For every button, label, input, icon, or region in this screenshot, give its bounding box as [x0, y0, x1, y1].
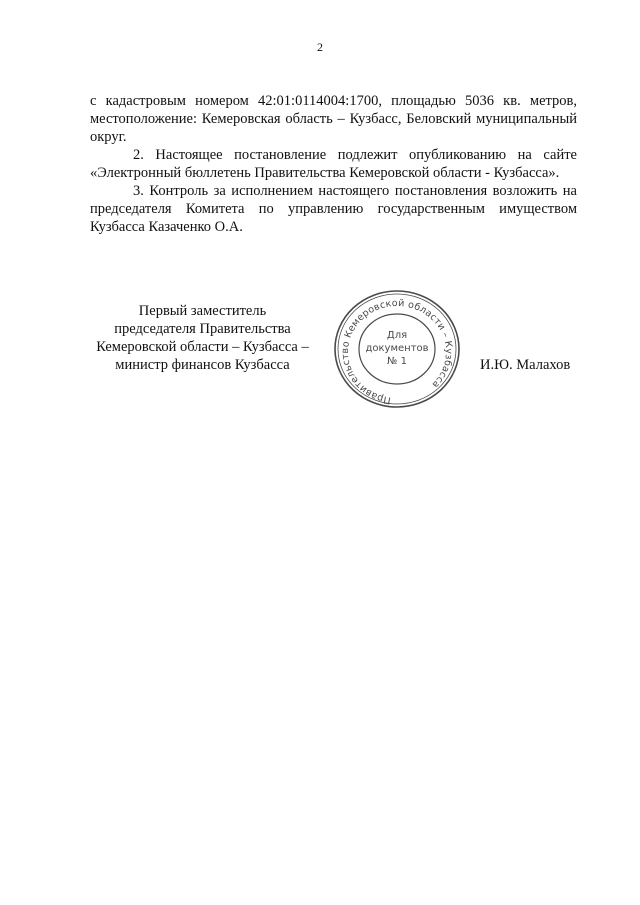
stamp-center-line-1: Для [386, 330, 408, 341]
stamp-center-line-2: документов [365, 343, 429, 354]
signatory-name: И.Ю. Малахов [480, 357, 571, 373]
signatory-title-line-2: председателя Правительства [114, 321, 291, 337]
document-body [90, 92, 577, 236]
page-number: 2 [317, 40, 323, 54]
stamp-center-line-3: № 1 [387, 356, 407, 367]
official-seal-stamp [331, 287, 463, 411]
paragraph-3: 3. Контроль за исполнением настоящего постановления возложить на председателя Комитета по управлению государственным имуществом Кузбасса Казаченко О.А. [90, 183, 577, 235]
signatory-title-line-3: Кемеровской области – Кузбасса – [96, 339, 309, 355]
paragraph-1-continuation: с кадастровым номером 42:01:0114004:1700, площадью 5036 кв. метров, местоположение: Кемеровская область – Кузбасс, Беловский муниципальный округ. [90, 93, 577, 145]
signatory-title [85, 302, 320, 374]
paragraph-2: 2. Настоящее постановление подлежит опубликованию на сайте «Электронный бюллетень Правительства Кемеровской области - Кузбасса». [90, 147, 577, 181]
stamp-ring-text: Правительство Кемеровской области – Кузбасса [339, 297, 455, 406]
signatory-title-line-1: Первый заместитель [138, 303, 267, 319]
signatory-title-line-4: министр финансов Кузбасса [115, 357, 290, 373]
